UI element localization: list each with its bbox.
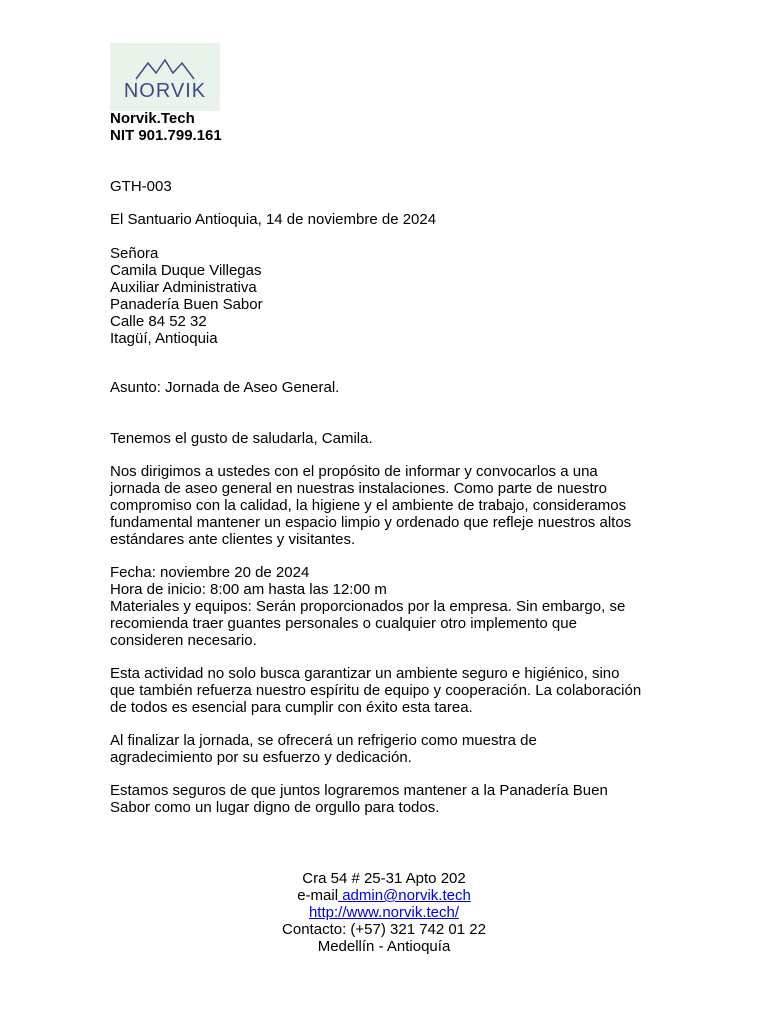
footer-email-line [0, 887, 768, 904]
footer-contact: Contacto: (+57) 321 742 01 22 [282, 921, 486, 938]
subject-line: Asunto: Jornada de Aseo General. [110, 379, 340, 396]
footer-email-label: e-mail [297, 887, 339, 904]
company-header [110, 110, 670, 144]
company-logo [110, 43, 220, 111]
footer-city: Medellín - Antioquía [317, 938, 451, 955]
paragraph-intro: Nos dirigimos a ustedes con el propósito de informar y convocarlos a una jornada de aseo general en nuestras instalaciones. Como parte de nuestro compromiso con la calidad, la higiene y el ambiente de trabajo, consideramos fundamental mantener un espacio limpio y ordenado que refleje nuestros altos estándares ante clientes y visitantes. [110, 463, 632, 548]
email-link[interactable]: admin@norvik.tech [338, 887, 471, 904]
reference-code: GTH-003 [110, 178, 172, 195]
paragraph-refreshment: Al finalizar la jornada, se ofrecerá un refrigerio como muestra de agradecimiento por su esfuerzo y dedicación. [110, 732, 537, 766]
paragraph-closing: Estamos seguros de que juntos lograremos mantener a la Panadería Buen Sabor como un lugar digno de orgullo para todos. [110, 782, 608, 816]
paragraph-purpose: Esta actividad no solo busca garantizar un ambiente seguro e higiénico, sino que también refuerza nuestro espíritu de equipo y cooperación. La colaboración de todos es esencial para cumplir con éxito esta tarea. [110, 665, 642, 716]
recipient-line: Panadería Buen Sabor [110, 296, 263, 313]
recipient-line: Señora [110, 245, 159, 262]
recipient-line: Camila Duque Villegas [110, 262, 262, 279]
footer [0, 870, 768, 955]
footer-address: Cra 54 # 25-31 Apto 202 [302, 870, 466, 887]
logo-text: NORVIK [123, 80, 207, 102]
company-nit: NIT 901.799.161 [110, 127, 222, 144]
greeting: Tenemos el gusto de saludarla, Camila. [110, 430, 373, 447]
website-link[interactable]: http://www.norvik.tech/ [308, 904, 460, 921]
recipient-block [110, 245, 670, 347]
recipient-line: Auxiliar Administrativa [110, 279, 257, 296]
recipient-line: Itagüí, Antioquia [110, 330, 218, 347]
paragraph-details: Fecha: noviembre 20 de 2024 Hora de inicio: 8:00 am hasta las 12:00 m Materiales y equipos: Serán proporcionados por la empresa. Sin embargo, se recomienda traer guantes personales o cualquier otro implemento que consideren necesario. [110, 564, 626, 649]
place-date: El Santuario Antioquia, 14 de noviembre de 2024 [110, 211, 437, 228]
recipient-line: Calle 84 52 32 [110, 313, 207, 330]
company-name: Norvik.Tech [110, 110, 195, 127]
